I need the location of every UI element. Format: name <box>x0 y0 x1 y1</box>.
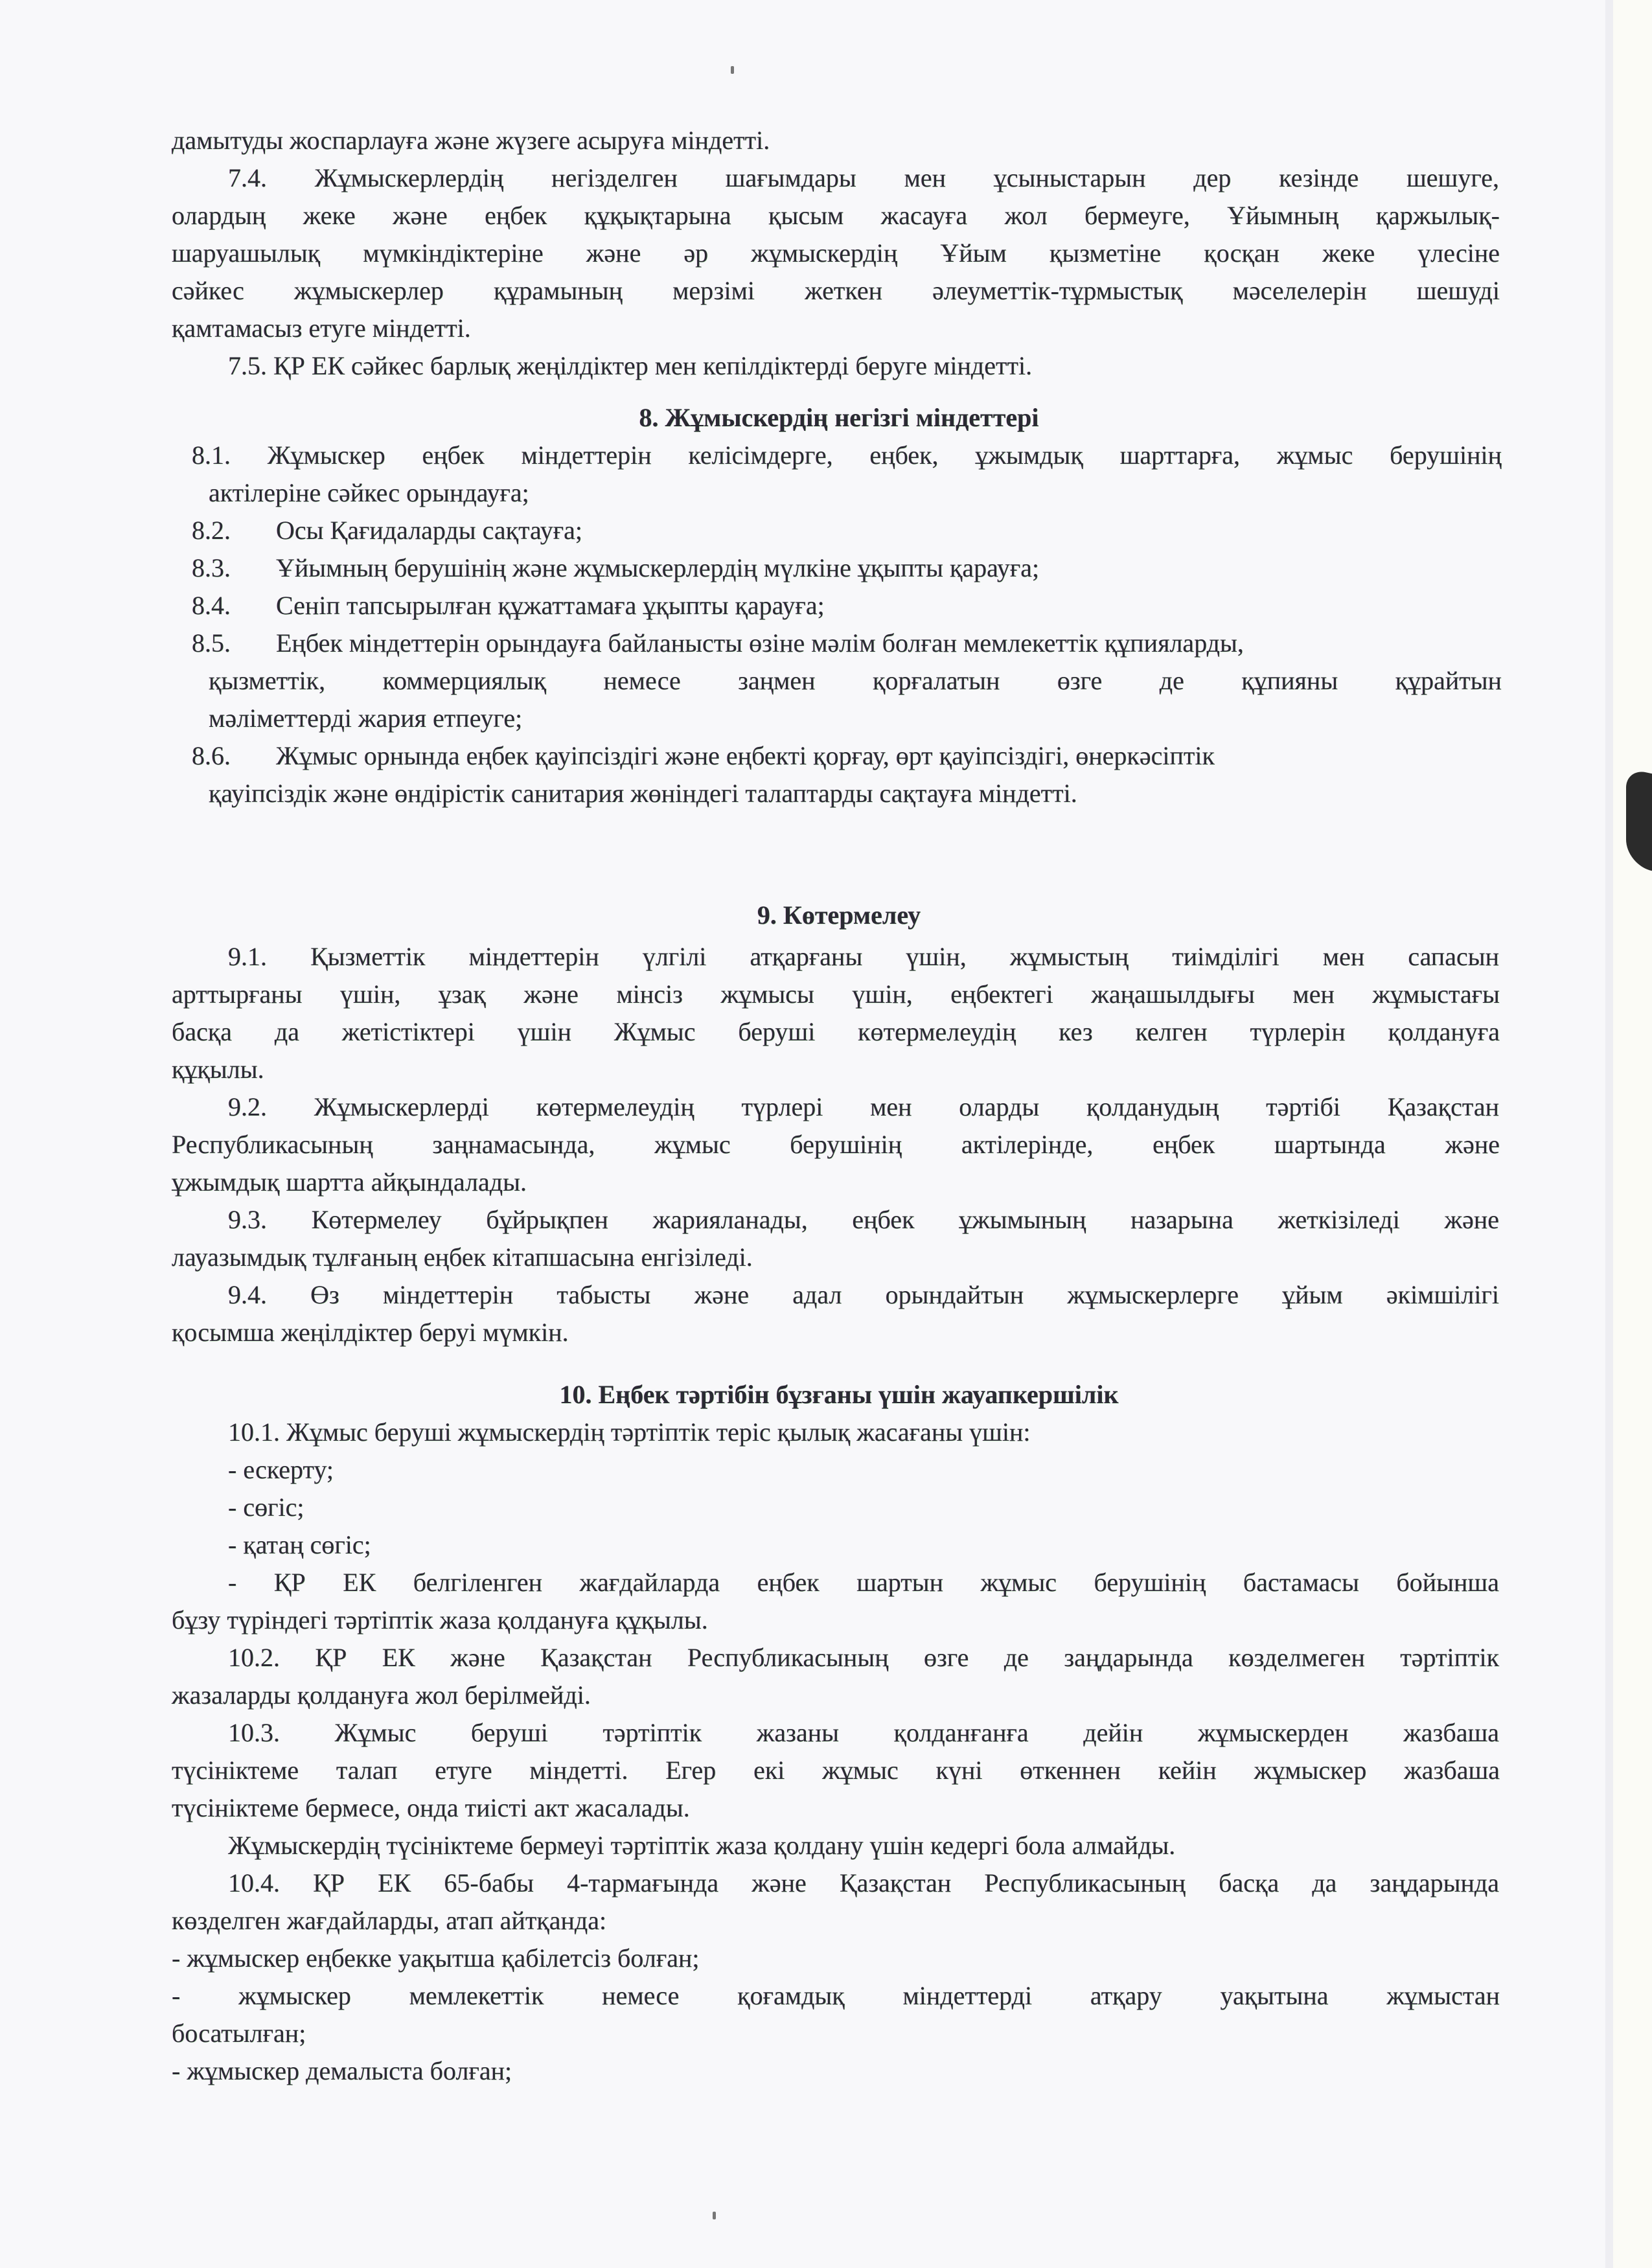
scan-speck <box>713 2212 716 2219</box>
penalty-item-line: бұзу түріндегі тәртіптік жаза қолдануға құқылы. <box>172 1605 708 1634</box>
clause-8-5 <box>192 628 1502 659</box>
clause-text: Ұйымның берушінің және жұмыскерлердің мүлкіне ұқыпты қарауға; <box>276 553 1040 582</box>
clause-9-3-line: лауазымдық тұлғаның еңбек кітапшасына енгізіледі. <box>172 1243 753 1272</box>
clause-10-2-line: жазаларды қолдануға жол берілмейді. <box>172 1680 591 1710</box>
section-9-heading: 9. Көтермелеу <box>757 900 921 930</box>
clause-9-1-line: 9.1. Қызметтік міндеттерін үлгілі атқарғаны үшін, жұмыстың тиімділігі мен сапасын <box>228 942 1499 971</box>
clause-9-1-line: құқылы. <box>172 1055 264 1084</box>
clause-7-4-line: қамтамасыз етуге міндетті. <box>172 314 471 343</box>
clause-8-3 <box>192 553 1526 584</box>
page-edge-strip <box>1605 0 1613 2268</box>
clause-number: 8.2. <box>192 516 231 545</box>
clause-9-2-line: Республикасының заңнамасында, жұмыс берушінің актілерінде, еңбек шартында және <box>172 1130 1500 1159</box>
clause-9-3-line: 9.3. Көтермелеу бұйрықпен жарияланады, еңбек ұжымының назарына жеткізіледі және <box>228 1205 1499 1234</box>
clause-10-4-line: 10.4. ҚР ЕК 65-бабы 4-тармағында және Қазақстан Республикасының басқа да заңдарында <box>228 1868 1499 1897</box>
clause-9-4-line: 9.4. Өз міндеттерін табысты және адал орындайтын жұмыскерлерге ұйым әкімшілігі <box>228 1280 1499 1309</box>
section-8-heading: 8. Жұмыскердің негізгі міндеттері <box>639 403 1039 432</box>
clause-7-4-line: олардың жеке және еңбек құқықтарына қысым жасауға жол бермеуге, Ұйымның қаржылық- <box>172 201 1500 230</box>
clause-8-6-line: қауіпсіздік және өндірістік санитария жөніндегі талаптарды сақтауға міндетті. <box>209 779 1077 808</box>
clause-10-3-line: 10.3. Жұмыс беруші тәртіптік жазаны қолданғанға дейін жұмыскерден жазбаша <box>228 1718 1499 1747</box>
clause-text: Сеніп тапсырылған құжаттамаға ұқыпты қарауға; <box>276 591 825 620</box>
clause-number: 8.3. <box>192 553 231 582</box>
clause-8-5-line: мәліметтерді жария етпеуге; <box>209 704 523 733</box>
clause-8-5-line: қызметтік, коммерциялық немесе заңмен қорғалатын өзге де құпияны құрайтын <box>209 666 1502 695</box>
clause-8-4 <box>192 590 1526 621</box>
case-item: - жұмыскер демалыста болған; <box>172 2056 512 2085</box>
text-line: дамытуды жоспарлауға және жүзеге асыруға міндетті. <box>172 126 770 155</box>
clause-10-3-note: Жұмыскердің түсініктеме бермеуі тәртіптік жаза қолдану үшін кедергі бола алмайды. <box>228 1831 1176 1860</box>
clause-10-2-line: 10.2. ҚР ЕК және Қазақстан Республикасының өзге де заңдарында көзделмеген тәртіптік <box>228 1643 1499 1672</box>
clause-10-3-line: түсініктеме талап етуге міндетті. Егер екі жұмыс күні өткеннен кейін жұмыскер жазбаша <box>172 1756 1500 1785</box>
scan-speck <box>731 66 734 74</box>
case-item: - жұмыскер мемлекеттік немесе қоғамдық міндеттерді атқару уақытына жұмыстан <box>172 1981 1500 2010</box>
penalty-item: - ҚР ЕК белгіленген жағдайларда еңбек шартын жұмыс берушінің бастамасы бойынша <box>228 1568 1499 1597</box>
clause-8-1-line: актілеріне сәйкес орындауға; <box>209 478 529 507</box>
clause-text: Осы Қағидаларды сақтауға; <box>276 516 583 545</box>
case-item: - жұмыскер еңбекке уақытша қабілетсіз болған; <box>172 1943 700 1973</box>
clause-10-3-line: түсініктеме бермесе, онда тиісті акт жасалады. <box>172 1793 690 1822</box>
case-item-line: босатылған; <box>172 2019 306 2048</box>
clause-7-4-line: шаруашылық мүмкіндіктеріне және әр жұмыскердің Ұйым қызметіне қосқан жеке үлесіне <box>172 238 1500 268</box>
clause-number: 8.4. <box>192 591 231 620</box>
clause-10-4-line: көзделген жағдайларды, атап айтқанда: <box>172 1906 607 1935</box>
clause-8-1-line: 8.1. Жұмыскер еңбек міндеттерін келісімдерге, еңбек, ұжымдық шарттарға, жұмыс берушінің <box>192 441 1502 470</box>
clause-9-2-line: ұжымдық шартта айқындалады. <box>172 1167 527 1197</box>
penalty-item: - ескерту; <box>228 1455 334 1484</box>
clause-8-6 <box>192 740 1502 772</box>
clause-number: 8.6. <box>192 741 231 770</box>
clause-text: Жұмыс орнында еңбек қауіпсіздігі және еңбекті қорғау, өрт қауіпсіздігі, өнеркәсіптік <box>276 741 1215 770</box>
clause-9-1-line: арттырғаны үшін, ұзақ және мінсіз жұмысы үшін, еңбектегі жаңашылдығы мен жұмыстағы <box>172 979 1500 1009</box>
clause-10-1: 10.1. Жұмыс беруші жұмыскердің тәртіптік теріс қылық жасағаны үшін: <box>228 1417 1031 1447</box>
clause-text: Еңбек міндеттерін орындауға байланысты өзіне мәлім болған мемлекеттік құпияларды, <box>276 628 1244 658</box>
clause-9-1-line: басқа да жетістіктері үшін Жұмыс беруші көтермелеудің кез келген түрлерін қолдануға <box>172 1017 1500 1046</box>
section-10-heading: 10. Еңбек тәртібін бұзғаны үшін жауапкершілік <box>559 1380 1119 1409</box>
clause-9-4-line: қосымша жеңілдіктер беруі мүмкін. <box>172 1318 569 1347</box>
clause-7-5: 7.5. ҚР ЕК сәйкес барлық жеңілдіктер мен кепілдіктерді беруге міндетті. <box>228 351 1033 380</box>
clause-number: 8.5. <box>192 628 231 658</box>
clause-7-4-line: сәйкес жұмыскерлер құрамының мерзімі жеткен әлеуметтік-тұрмыстық мәселелерін шешуді <box>172 276 1500 305</box>
clause-9-2-line: 9.2. Жұмыскерлерді көтермелеудің түрлері мен оларды қолданудың тәртібі Қазақстан <box>228 1092 1499 1121</box>
penalty-item: - сөгіс; <box>228 1493 304 1522</box>
clause-8-2 <box>192 515 1526 546</box>
clause-7-4-line: 7.4. Жұмыскерлердің негізделген шағымдары мен ұсыныстарын дер кезінде шешуге, <box>228 163 1499 192</box>
penalty-item: - қатаң сөгіс; <box>228 1530 371 1559</box>
